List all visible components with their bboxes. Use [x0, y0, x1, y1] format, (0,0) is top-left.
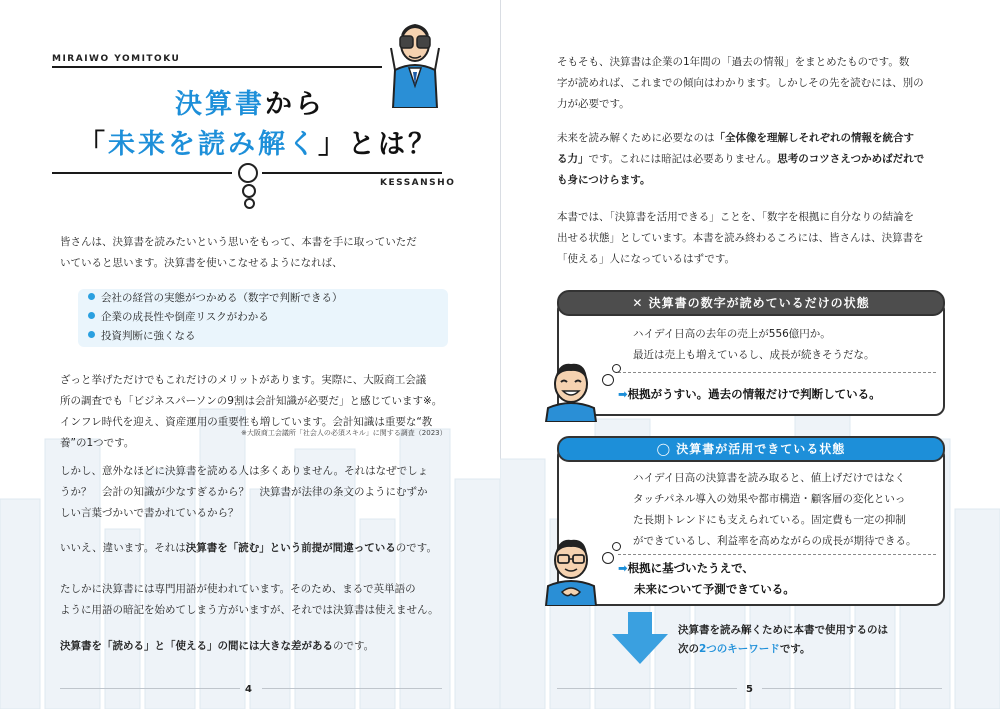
gap-paragraph: [60, 636, 374, 657]
title-accent-mirai: 未来を読み解く: [108, 129, 318, 160]
integration-plain-1: 未来を読み解くために必要なのは: [557, 132, 715, 144]
panel2-line-1: ハイデイ日高の決算書を読み取ると、値上げだけではなく: [633, 472, 906, 484]
question-line-3: しい言葉づかいで書かれているから？: [60, 507, 239, 519]
benefit-item: [88, 328, 196, 343]
integration-bold-2: る力」: [557, 153, 589, 165]
thought-bubble-large: [238, 163, 258, 183]
merits-line-3: インフレ時代を迎え、資産運用の重要性も増しています。会計知識は重要な“教: [60, 416, 433, 428]
integration-line-1: [557, 128, 924, 149]
panel2-conclusion: [618, 558, 795, 600]
page-title-line2: [78, 122, 438, 161]
panel-utilizing-title: 決算書が活用できている状態: [676, 442, 846, 456]
benefit-item: [88, 309, 269, 324]
past-info-paragraph: [557, 52, 924, 115]
integration-plain-2: です。これには暗記は必要ありません。: [588, 153, 778, 165]
right-arrow-icon: ➡: [618, 387, 628, 401]
terms-line-1: たしかに決算書には専門用語が使われています。そのため、まるで英単語の: [60, 583, 416, 595]
thought-dot-icon: [612, 542, 621, 551]
gap-bold: 決算書を「読める」と「使える」の間には大きな差がある: [60, 640, 333, 652]
panel1-line-1: ハイデイ日高の去年の売上が556億円か。: [633, 328, 831, 340]
integration-paragraph: [557, 128, 924, 191]
integration-bold-1: 「全体像を理解しそれぞれの情報を統合す: [714, 132, 914, 144]
businessman-smiling-illustration: [540, 358, 602, 422]
question-line-2: うか？ 会計の知識が少なすぎるから？ 決算書が法律の条文のようにむずか: [60, 486, 428, 498]
keywords-pre: 次の: [678, 643, 699, 655]
intro-line-1: 皆さんは、決算書を読みたいという思いをもって、本書を手に取っていただ: [60, 236, 417, 248]
title-close: 」とは？: [318, 129, 438, 160]
intro-paragraph: [60, 232, 417, 274]
terms-paragraph: [60, 579, 439, 621]
businessman-glasses-illustration: [540, 532, 602, 606]
title-open-bracket: 「: [78, 129, 108, 160]
integration-bold-4: も身につけらます。: [557, 174, 651, 186]
panel2-line-4: ができているし、利益率を高めながらの成長が期待できる。: [633, 535, 917, 547]
thought-dot-icon: [612, 364, 621, 373]
page-title-line1: [175, 82, 325, 121]
bullet-dot-icon: [88, 312, 95, 319]
panel1-divider: [618, 372, 936, 373]
panel2-quote: [633, 468, 917, 552]
panel1-line-2: 最近は売上も増えているし、成長が続きそうだな。: [633, 349, 875, 361]
thought-bubble-small: [244, 198, 255, 209]
answer-plain: いいえ、違います。それは: [60, 542, 186, 554]
past-info-line-3: 力が必要です。: [557, 98, 630, 110]
footer-rule-right-2: [762, 688, 942, 689]
merits-paragraph: [60, 370, 442, 454]
panel2-conclusion-line-2: 未来について予測できている。: [634, 582, 795, 596]
answer-end: のです。: [395, 542, 437, 554]
book-goal-paragraph: [557, 207, 924, 270]
panel2-conclusion-line-1: 根拠に基づいたうえで、: [627, 561, 754, 575]
businessman-binoculars-illustration: [385, 8, 445, 108]
panel2-line-3: た長期トレンドにも支えられている。固定費も一定の抑制: [633, 514, 906, 526]
bullet-dot-icon: [88, 331, 95, 338]
keywords-intro-line-1: 決算書を読み解くために本書で使用するのは: [678, 624, 888, 636]
footer-rule-left: [60, 688, 240, 689]
footer-rule-left-2: [557, 688, 737, 689]
circle-icon: ◯: [656, 442, 672, 456]
thought-bubble-medium: [242, 184, 256, 198]
book-goal-line-3: 「使える」人になっているはずです。: [557, 253, 735, 265]
integration-line-3: [557, 170, 924, 191]
benefits-box: [78, 289, 448, 347]
page-number-right: 5: [746, 684, 753, 695]
kicker-bottom: KESSANSHO: [380, 178, 456, 188]
panel-reading-only-header: [557, 290, 945, 316]
title-bottom-rule-left: [52, 172, 232, 174]
gap-end: のです。: [333, 640, 375, 652]
past-info-line-2: 字が読めれば、これまでの傾向はわかります。しかしその先を読むには、別の: [557, 77, 924, 89]
panel1-quote: [633, 324, 875, 366]
kicker-top: MIRAIWO YOMITOKU: [52, 54, 181, 64]
title-rest-kara: から: [265, 89, 325, 120]
panel1-conclusion-text: 根拠がうすい。過去の情報だけで判断している。: [627, 387, 881, 401]
answer-bold: 決算書を「読む」という前提が間違っている: [185, 542, 396, 554]
question-line-1: しかし、意外なほどに決算書を読める人は多くありません。それはなぜでしょ: [60, 465, 429, 477]
question-paragraph: [60, 461, 428, 524]
right-arrow-icon: ➡: [618, 561, 628, 575]
title-accent-kessansho: 決算書: [175, 89, 265, 120]
integration-line-2: [557, 149, 924, 170]
thought-dot-icon: [602, 374, 614, 386]
down-arrow-icon: [612, 612, 668, 664]
merits-line-4: 養”の1つです。: [60, 437, 135, 449]
panel2-line-2: タッチパネル導入の効果や都市構造・顧客層の変化といっ: [633, 493, 906, 505]
panel2-divider: [618, 554, 936, 555]
benefit-text: 会社の経営の実態がつかめる（数字で判断できる）: [101, 292, 343, 304]
footnote: ※大阪商工会議所「社会人の必須スキル」に関する調査（2023）: [241, 429, 447, 437]
integration-bold-3: 思考のコツさえつかめばだれで: [777, 153, 925, 165]
benefit-text: 投資判断に強くなる: [101, 330, 196, 342]
panel-reading-only-title: 決算書の数字が読めているだけの状態: [648, 296, 870, 310]
past-info-line-1: そもそも、決算書は企業の1年間の「過去の情報」をまとめたものです。数: [557, 56, 910, 68]
merits-line-2: 所の調査でも「ビジネスパーソンの9割は会計知識が必要だ」と感じています※。: [60, 395, 443, 407]
panel-utilizing-header: [557, 436, 945, 462]
terms-line-2: ように用語の暗記を始めてしまう方がいますが、それでは決算書は使えません。: [60, 604, 439, 616]
keywords-intro-line-2: [678, 641, 810, 656]
benefit-item: [88, 290, 343, 305]
book-goal-line-2: 出せる状態」としています。本書を読み終わるころには、皆さんは、決算書を: [557, 232, 924, 244]
merits-line-1: ざっと挙げただけでもこれだけのメリットがあります。実際に、大阪商工会議: [60, 374, 427, 386]
benefit-text: 企業の成長性や倒産リスクがわかる: [101, 311, 269, 323]
page-number-left: 4: [245, 684, 252, 695]
title-bottom-rule-right: [262, 172, 442, 174]
keywords-highlight: 2つのキーワード: [699, 643, 780, 655]
cross-icon: ✕: [632, 296, 644, 310]
footer-rule-right: [262, 688, 442, 689]
answer-paragraph: [60, 538, 437, 559]
panel1-conclusion: [618, 386, 881, 402]
keywords-post: です。: [779, 643, 811, 655]
intro-line-2: いていると思います。決算書を使いこなせるようになれば、: [60, 257, 343, 269]
bullet-dot-icon: [88, 293, 95, 300]
book-goal-line-1: 本書では、「決算書を活用できる」ことを、「数字を根拠に自分なりの結論を: [557, 211, 914, 223]
thought-dot-icon: [602, 552, 614, 564]
title-top-rule: [52, 66, 382, 68]
